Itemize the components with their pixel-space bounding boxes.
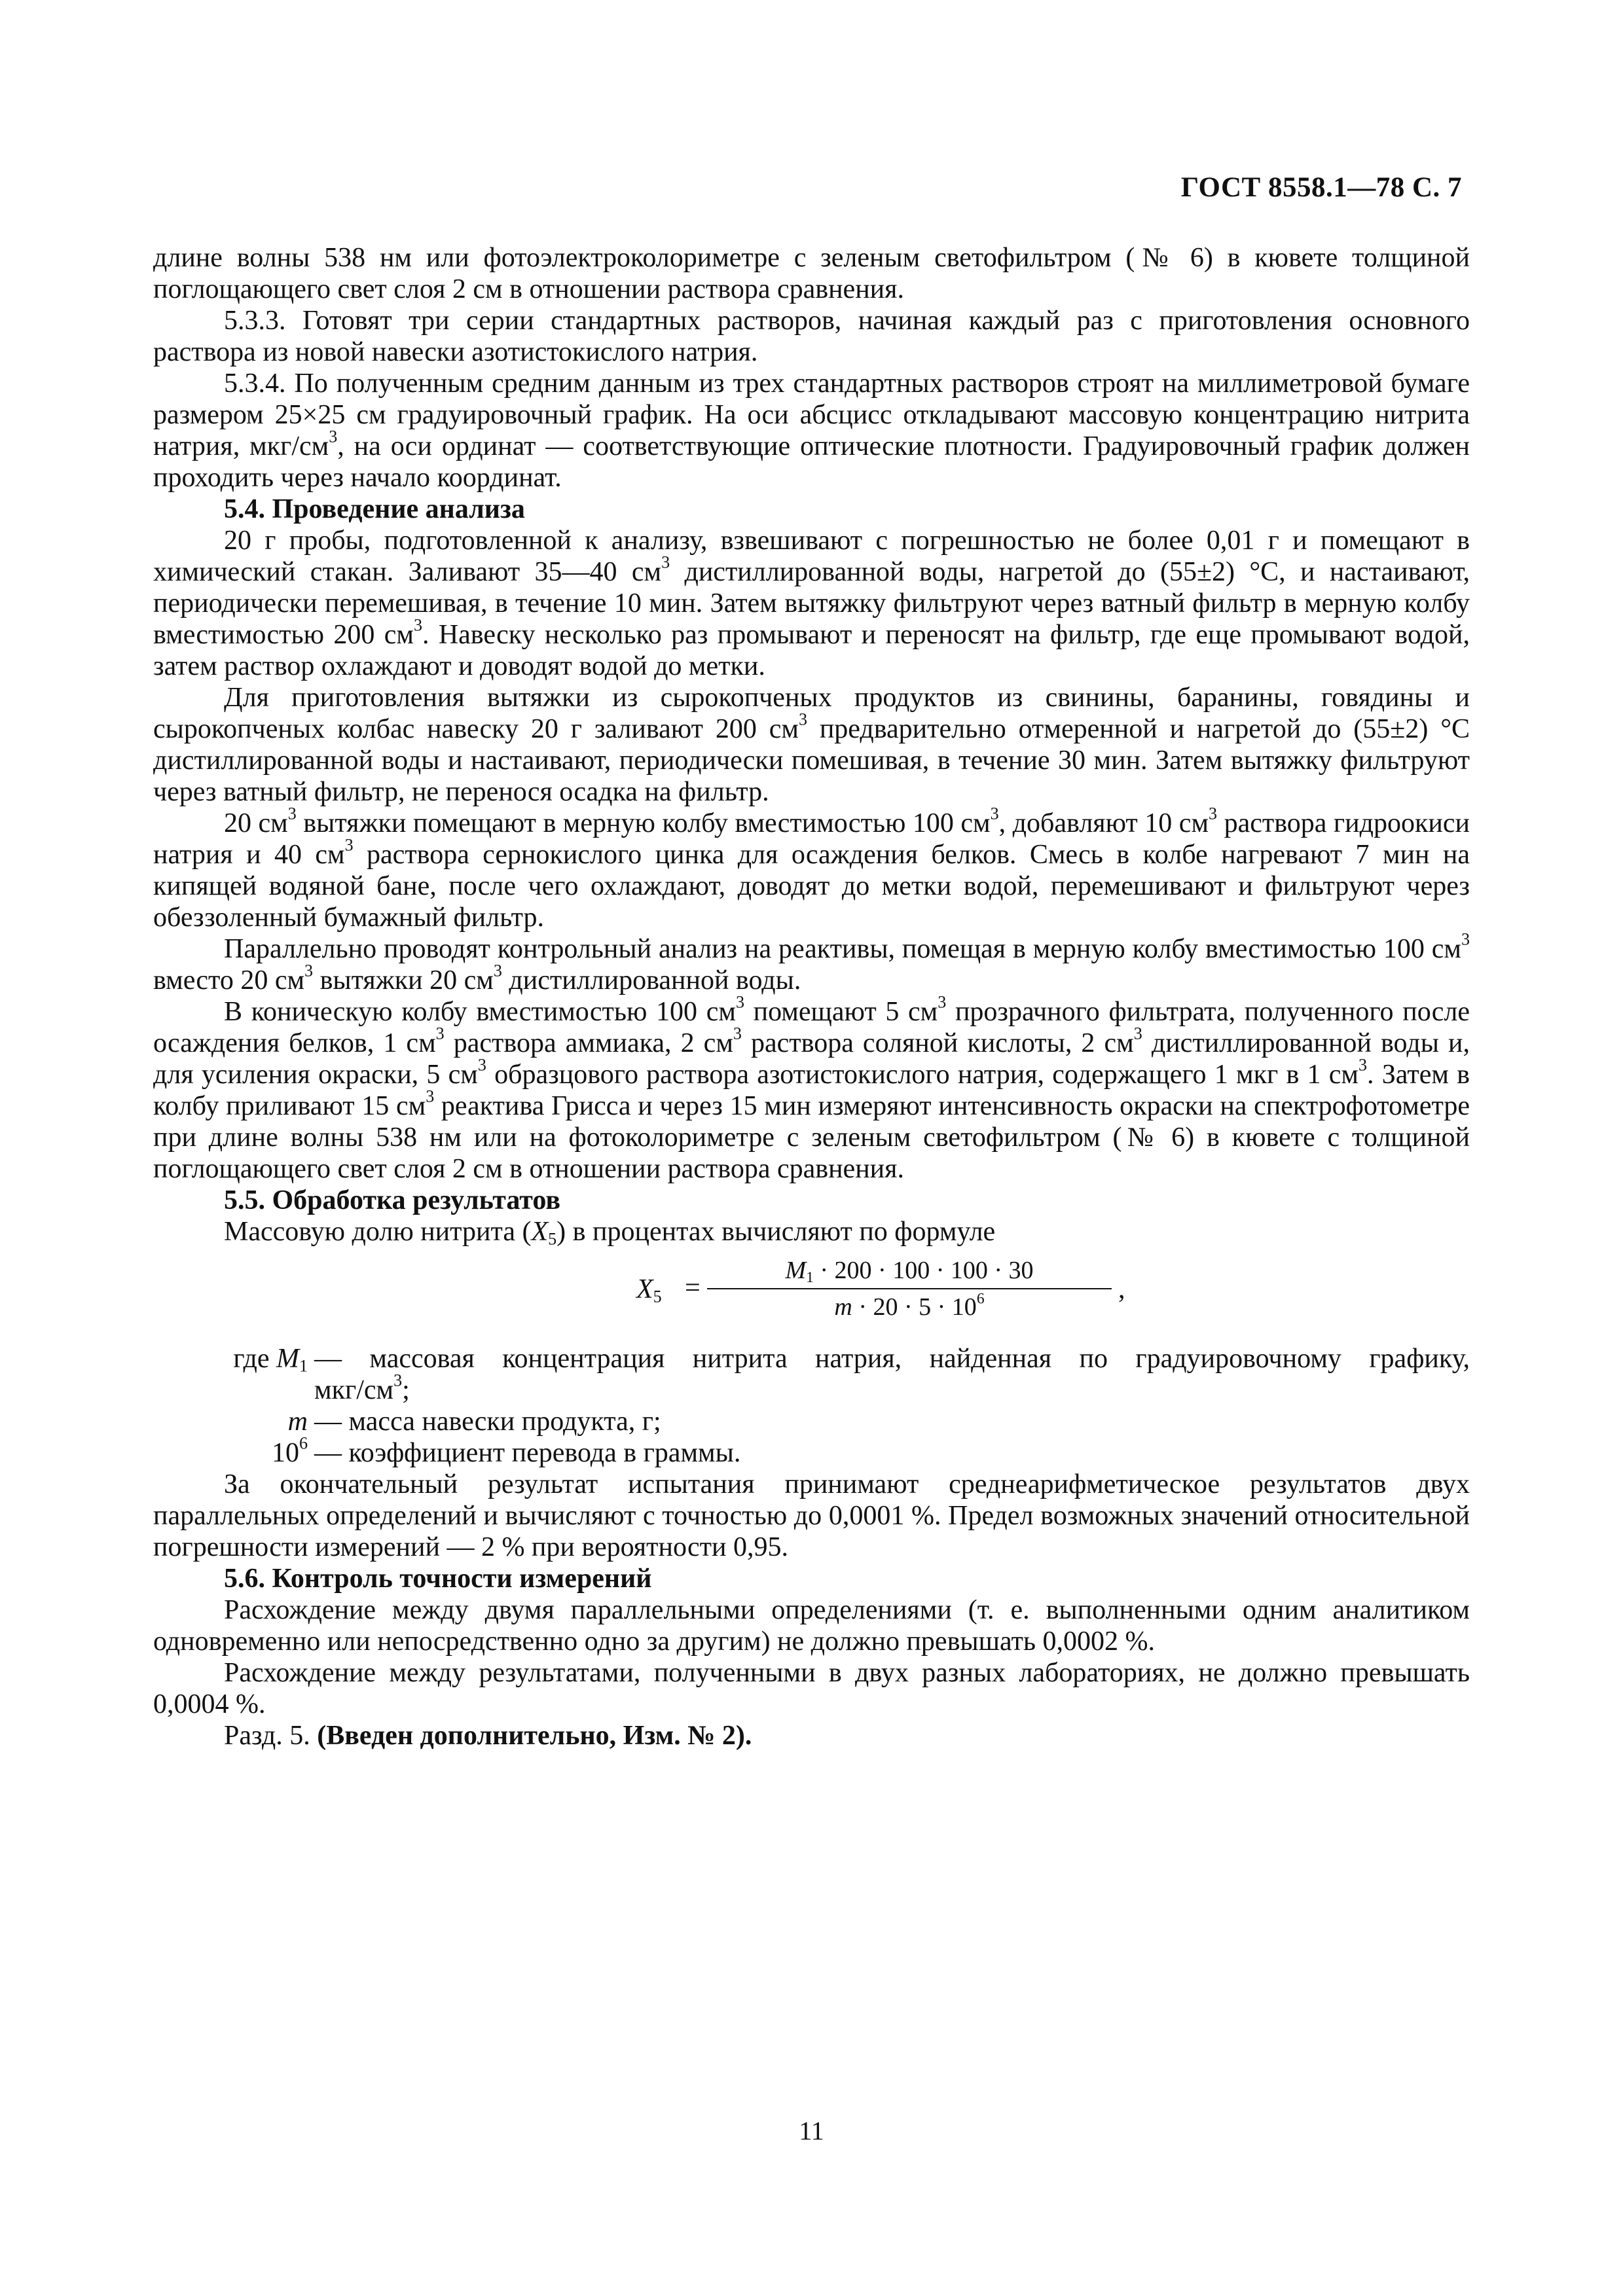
definition-m1: где $M_1$ — массовая концентрация нитрита натрия, найденная по градуировочному графику,	[233, 1344, 1470, 1376]
heading-5-6: 5.6. Контроль точности измерений	[224, 1564, 652, 1594]
formula-comma: ,	[1118, 1274, 1125, 1304]
paragraph-5-6-labs: Расхождение между результатами, полученными в двух разных лабораториях, не должно превышать 0,0004 %.	[153, 1658, 1470, 1719]
formula-definitions	[153, 1343, 1470, 1469]
formula-denominator: $m \cdot 20 \cdot 5 \cdot 10^6$	[834, 1290, 985, 1321]
paragraph-5-3-3: 5.3.3. Готовят три серии стандартных растворов, начиная каждый раз с приготовления основного раствора из новой навески азотистокислого натрия.	[153, 306, 1470, 367]
formula-lhs: $X_5$	[636, 1274, 662, 1306]
paragraph-section-note: Разд. 5. (Введен дополнительно, Изм. № 2).	[224, 1721, 752, 1751]
page-number: 11	[799, 2116, 824, 2145]
definition-10-6: $10^6$ — коэффициент перевода в граммы.	[271, 1433, 741, 1468]
paragraph-continuation: длине волны 538 нм или фотоэлектроколориметре с зеленым светофильтром (№ 6) в кювете толщиной поглощающего свет слоя 2 см в отношении раствора сравнения.	[153, 243, 1470, 304]
paragraph-5-5-result: За окончательный результат испытания принимают среднеарифметическое результатов двух параллельных определений и вычисляют с точностью до 0,0001 %. Предел возможных значений относительной погрешности измерений — 2 % при вероятности 0,95.	[153, 1469, 1470, 1562]
definition-m1-unit: мкг/$см^3$;	[314, 1371, 410, 1405]
document-body	[153, 242, 1470, 1751]
formula-fraction	[703, 1255, 1116, 1322]
paragraph-5-4-measure: В коническую колбу вместимостью 100 $см^3$ помещают 5 $см^3$ прозрачного фильтрата, полученного после осаждения белков, 1 $см^3$ раствора аммиака, 2 $см^3$ раствора соляной кислоты, 2 $см^3$ дистиллированной воды и, для усиления окраски, 5 $см^3$ образцового раствора азотистокислого натрия, содержащего 1 мкг в 1 $см^3$. Затем в колбу приливают 15 $см^3$ реактива Грисса и через 15 мин измеряют интенсивность окраски на спектрофотометре при длине волны 538 нм или на фотоколориметре с зеленым светофильтром (№ 6) в кювете с толщиной поглощающего свет слоя 2 см в отношении раствора сравнения.	[153, 992, 1470, 1184]
paragraph-5-5-intro: Массовую долю нитрита $(X_5)$ в процентах вычисляют по формуле	[224, 1217, 996, 1249]
nitrite-formula	[153, 1257, 1470, 1335]
paragraph-5-4-extract: 20 $см^3$ вытяжки помещают в мерную колбу вместимостью 100 $см^3$, добавляют 10 $см^3$ раствора гидроокиси натрия и 40 $см^3$ раствора сернокислого цинка для осаждения белков. Смесь в колбе нагревают 7 мин на кипящей водяной бане, после чего охлаждают, доводят до метки водой, перемешивают и фильтруют через обеззоленный бумажный фильтр.	[153, 804, 1470, 933]
paragraph-5-6-parallel: Расхождение между двумя параллельными определениями (т. е. выполненными одним аналитиком одновременно или непосредственно одно за другим) не должно превышать 0,0002 %.	[153, 1595, 1470, 1657]
formula-equals: =	[685, 1273, 701, 1303]
heading-5-5: 5.5. Обработка результатов	[224, 1185, 561, 1215]
definition-m: m — масса навески продукта, г;	[287, 1407, 661, 1437]
formula-numerator: $M_1 \cdot 200 \cdot 100 \cdot 100 \cdot 30$	[785, 1257, 1034, 1286]
paragraph-5-3-4: 5.3.4. По полученным средним данным из трех стандартных растворов строят на миллиметровой бумаге размером 25×25 см градуировочный график. На оси абсцисс откладывают массовую концентрацию нитрита натрия, мкг/$см^3$, на оси ординат — соответствующие оптические плотности. Градуировочный график должен проходить через начало координат.	[153, 368, 1470, 493]
paragraph-5-4-smoked: Для приготовления вытяжки из сырокопченых продуктов из свинины, баранины, говядины и сырокопченых колбас навеску 20 г заливают 200 $см^3$ предварительно отмеренной и нагретой до (55±2) °С дистиллированной воды и настаивают, периодически помешивая, в течение 30 мин. Затем вытяжку фильтруют через ватный фильтр, не перенося осадка на фильтр.	[153, 683, 1470, 807]
page-header: ГОСТ 8558.1—78 С. 7	[1180, 172, 1462, 203]
paragraph-5-4-sample: 20 г пробы, подготовленной к анализу, взвешивают с погрешностью не более 0,01 г и помещают в химический стакан. Заливают 35—40 $см^3$ дистиллированной воды, нагретой до (55±2) °С, и настаивают, периодически перемешивая, в течение 10 мин. Затем вытяжку фильтруют через ватный фильтр в мерную колбу вместимостью 200 $см^3$. Навеску несколько раз промывают и переносят на фильтр, где еще промывают водой, затем раствор охлаждают и доводят водой до метки.	[153, 526, 1470, 681]
heading-5-4: 5.4. Проведение анализа	[224, 494, 525, 524]
paragraph-5-4-control: Параллельно проводят контрольный анализ на реактивы, помещая в мерную колбу вместимостью 100 $см^3$ вместо 20 $см^3$ вытяжки 20 $см^3$ дистиллированной воды.	[153, 929, 1470, 996]
